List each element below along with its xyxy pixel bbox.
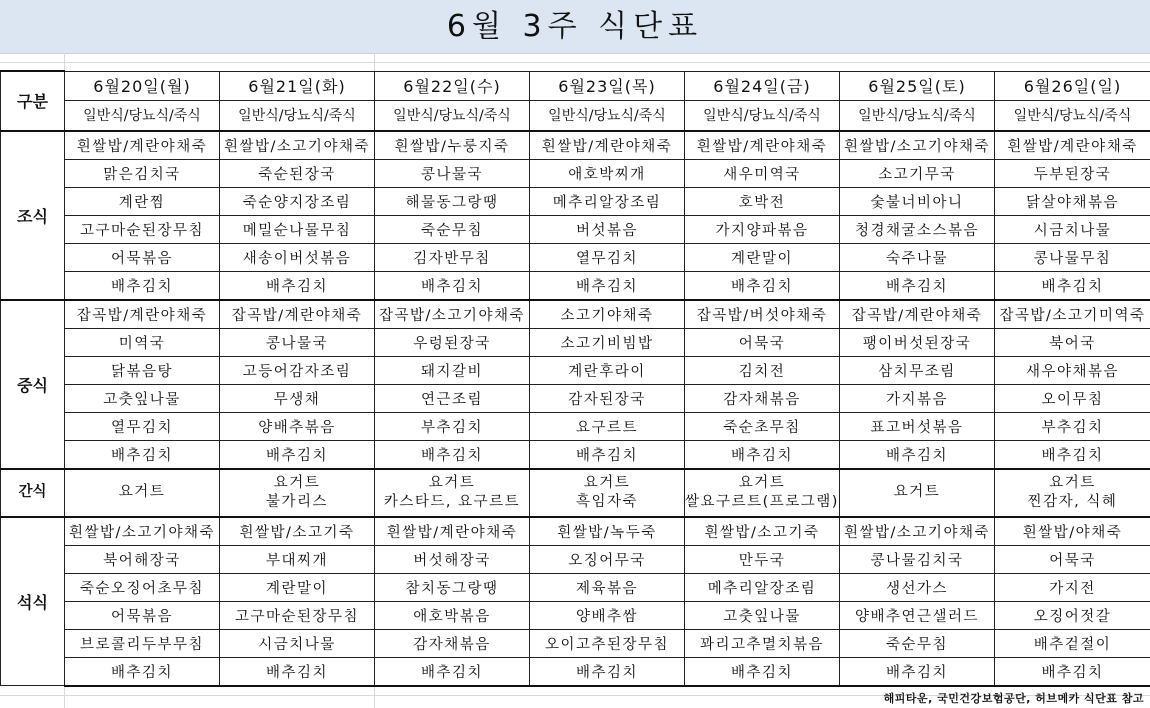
menu-item: 잡곡밥/계란야채죽 [840,300,995,329]
menu-item: 흰쌀밥/계란야채죽 [995,131,1150,160]
menu-item: 소고기무국 [840,159,995,187]
snack-item [220,469,375,517]
menu-item: 배추겉절이 [995,629,1150,657]
snack-line: 요거트 [738,474,786,491]
snack-item [375,469,530,517]
menu-item: 양배추연근샐러드 [840,601,995,629]
menu-item: 소고기야채죽 [530,300,685,329]
snack-item [65,469,220,517]
menu-item: 배추김치 [220,440,375,469]
menu-item: 고춧잎나물 [65,384,220,412]
menu-item: 고춧잎나물 [685,601,840,629]
breakfast-row [1,131,1150,160]
diet-type: 일반식/당뇨식/죽식 [995,100,1150,131]
diet-type: 일반식/당뇨식/죽식 [530,100,685,131]
snack-label: 간식 [1,469,65,517]
menu-item: 두부된장국 [995,159,1150,187]
diet-type: 일반식/당뇨식/죽식 [375,100,530,131]
menu-item: 죽순초무침 [685,412,840,440]
menu-item: 어묵국 [995,545,1150,573]
meal-body [1,131,1150,686]
menu-item: 고구마순된장무침 [220,601,375,629]
dinner-row [1,629,1150,657]
menu-item: 배추김치 [530,271,685,300]
menu-item: 흰쌀밥/녹두죽 [530,517,685,546]
menu-item: 죽순된장국 [220,159,375,187]
menu-item: 김자반무침 [375,243,530,271]
lunch-label: 중식 [1,300,65,469]
menu-item: 배추김치 [65,271,220,300]
menu-item: 가지전 [995,573,1150,601]
day-date: 6월26일(일) [995,71,1150,100]
menu-item: 감자채볶음 [375,629,530,657]
menu-item: 콩나물국 [375,159,530,187]
menu-item: 배추김치 [375,271,530,300]
menu-item: 새송이버섯볶음 [220,243,375,271]
meal-plan-table [0,70,1150,687]
source-credit: 해피타운, 국민건강보험공단, 허브메카 식단표 참고 [883,692,1144,705]
menu-item: 계란찜 [65,187,220,215]
menu-item: 양배추볶음 [220,412,375,440]
menu-item: 가지볶음 [840,384,995,412]
day-date: 6월24일(금) [685,71,840,100]
menu-item: 죽순양지장조림 [220,187,375,215]
menu-item: 버섯볶음 [530,215,685,243]
menu-item: 부추김치 [375,412,530,440]
menu-item: 메밀순나물무침 [220,215,375,243]
menu-item: 버섯해장국 [375,545,530,573]
menu-item: 새우미역국 [685,159,840,187]
lunch-row [1,356,1150,384]
snack-line: 요거트 [118,484,166,500]
menu-item: 참치동그랑땡 [375,573,530,601]
menu-item: 잡곡밥/계란야채죽 [220,300,375,329]
menu-item: 잡곡밥/소고기미역죽 [995,300,1150,329]
menu-item: 무생채 [220,384,375,412]
menu-item: 해물동그랑땡 [375,187,530,215]
breakfast-row [1,271,1150,300]
menu-item: 만두국 [685,545,840,573]
menu-item: 삼치무조림 [840,356,995,384]
snack-row [1,469,1150,517]
breakfast-row [1,215,1150,243]
menu-item: 양배추쌈 [530,601,685,629]
menu-item: 오이고추된장무침 [530,629,685,657]
dinner-row [1,517,1150,546]
snack-line: 요거트 [583,474,631,491]
lunch-row [1,384,1150,412]
menu-item: 가지양파볶음 [685,215,840,243]
menu-item: 잡곡밥/버섯야채죽 [685,300,840,329]
snack-item [995,469,1150,517]
menu-item: 숙주나물 [840,243,995,271]
menu-item: 팽이버섯된장국 [840,328,995,356]
snack-line: 흑임자죽 [575,493,639,510]
menu-item: 미역국 [65,328,220,356]
breakfast-row [1,187,1150,215]
menu-item: 흰쌀밥/계란야채죽 [375,517,530,546]
menu-item: 숯불너비아니 [840,187,995,215]
menu-item: 시금치나물 [995,215,1150,243]
menu-item: 시금치나물 [220,629,375,657]
snack-line: 요거트 [1049,474,1096,491]
menu-item: 계란후라이 [530,356,685,384]
diet-type: 일반식/당뇨식/죽식 [685,100,840,131]
menu-item: 배추김치 [995,657,1150,686]
snack-item [685,469,840,517]
breakfast-row [1,159,1150,187]
menu-item: 잡곡밥/소고기야채죽 [375,300,530,329]
diet-type: 일반식/당뇨식/죽식 [65,100,220,131]
day-date: 6월22일(수) [375,71,530,100]
menu-item: 죽순오징어초무침 [65,573,220,601]
menu-item: 맑은김치국 [65,159,220,187]
menu-item: 배추김치 [375,657,530,686]
menu-item: 청경채굴소스볶음 [840,215,995,243]
menu-item: 생선가스 [840,573,995,601]
menu-item: 배추김치 [840,657,995,686]
header-label: 구분 [1,71,65,131]
menu-item: 흰쌀밥/누룽지죽 [375,131,530,160]
menu-item: 부추김치 [995,412,1150,440]
menu-item: 배추김치 [530,657,685,686]
day-date: 6월23일(목) [530,71,685,100]
menu-item: 흰쌀밥/소고기죽 [220,517,375,546]
menu-item: 콩나물국 [220,328,375,356]
snack-line: 요거트 [273,474,321,491]
menu-item: 배추김치 [220,657,375,686]
menu-item: 애호박볶음 [375,601,530,629]
lunch-row [1,412,1150,440]
menu-item: 배추김치 [685,271,840,300]
menu-item: 부대찌개 [220,545,375,573]
day-date: 6월21일(화) [220,71,375,100]
menu-item: 닭살야채볶음 [995,187,1150,215]
menu-item: 흰쌀밥/계란야채죽 [530,131,685,160]
snack-line: 카스타드, 요구르트 [383,493,521,510]
menu-item: 오징어무국 [530,545,685,573]
menu-item: 어묵볶음 [65,601,220,629]
menu-item: 배추김치 [65,657,220,686]
diet-type-row [1,100,1150,131]
menu-item: 배추김치 [995,440,1150,469]
menu-item: 흰쌀밥/소고기야채죽 [65,517,220,546]
menu-item: 열무김치 [65,412,220,440]
menu-item: 배추김치 [685,657,840,686]
menu-item: 배추김치 [685,440,840,469]
breakfast-label: 조식 [1,131,65,300]
menu-item: 북어국 [995,328,1150,356]
menu-item: 북어해장국 [65,545,220,573]
menu-item: 감자된장국 [530,384,685,412]
dinner-row [1,601,1150,629]
menu-item: 오징어젓갈 [995,601,1150,629]
menu-item: 요구르트 [530,412,685,440]
menu-item: 우렁된장국 [375,328,530,356]
menu-item: 콩나물김치국 [840,545,995,573]
menu-item: 흰쌀밥/소고기야채죽 [840,517,995,546]
menu-item: 돼지갈비 [375,356,530,384]
snack-item [840,469,995,517]
menu-item: 흰쌀밥/소고기야채죽 [220,131,375,160]
diet-type: 일반식/당뇨식/죽식 [840,100,995,131]
day-date: 6월25일(토) [840,71,995,100]
day-date: 6월20일(월) [65,71,220,100]
menu-item: 배추김치 [65,440,220,469]
menu-item: 브로콜리두부무침 [65,629,220,657]
menu-item: 메추리알장조림 [685,573,840,601]
menu-item: 고구마순된장무침 [65,215,220,243]
menu-item: 고등어감자조림 [220,356,375,384]
menu-item: 흰쌀밥/소고기야채죽 [840,131,995,160]
menu-item: 계란말이 [220,573,375,601]
menu-item: 감자채볶음 [685,384,840,412]
menu-item: 배추김치 [840,271,995,300]
diet-type: 일반식/당뇨식/죽식 [220,100,375,131]
menu-item: 닭볶음탕 [65,356,220,384]
menu-item: 배추김치 [220,271,375,300]
menu-item: 표고버섯볶음 [840,412,995,440]
dinner-row [1,573,1150,601]
menu-item: 소고기비빔밥 [530,328,685,356]
menu-item: 계란말이 [685,243,840,271]
menu-item: 꽈리고추멸치볶음 [685,629,840,657]
menu-item: 죽순무침 [375,215,530,243]
menu-item: 어묵볶음 [65,243,220,271]
menu-item: 애호박찌개 [530,159,685,187]
menu-item: 새우야채볶음 [995,356,1150,384]
snack-line: 쌀요구르트(프로그램) [685,493,839,510]
menu-item: 배추김치 [840,440,995,469]
snack-line: 찐감자, 식혜 [1027,493,1118,510]
menu-item: 어묵국 [685,328,840,356]
dinner-row [1,657,1150,686]
lunch-row [1,328,1150,356]
date-header-row [1,71,1150,100]
menu-item: 흰쌀밥/계란야채죽 [685,131,840,160]
menu-item: 흰쌀밥/소고기죽 [685,517,840,546]
page-title: 6월 3주 식단표 [446,9,704,44]
snack-line: 불가리스 [265,493,329,510]
menu-item: 연근조림 [375,384,530,412]
menu-item: 배추김치 [530,440,685,469]
menu-item: 호박전 [685,187,840,215]
menu-item: 배추김치 [375,440,530,469]
dinner-row [1,545,1150,573]
menu-item: 흰쌀밥/계란야채죽 [65,131,220,160]
menu-item: 잡곡밥/계란야채죽 [65,300,220,329]
snack-item [530,469,685,517]
lunch-row [1,300,1150,329]
menu-item: 메추리알장조림 [530,187,685,215]
menu-item: 열무김치 [530,243,685,271]
menu-item: 제육볶음 [530,573,685,601]
dinner-label: 석식 [1,517,65,686]
menu-item: 배추김치 [995,271,1150,300]
lunch-row [1,440,1150,469]
menu-item: 흰쌀밥/야채죽 [995,517,1150,546]
breakfast-row [1,243,1150,271]
menu-item: 오이무침 [995,384,1150,412]
sheet-gridline [0,62,1150,63]
menu-item: 김치전 [685,356,840,384]
snack-line: 요거트 [428,474,476,491]
menu-item: 죽순무침 [840,629,995,657]
menu-item: 콩나물무침 [995,243,1150,271]
snack-line: 요거트 [893,484,941,500]
